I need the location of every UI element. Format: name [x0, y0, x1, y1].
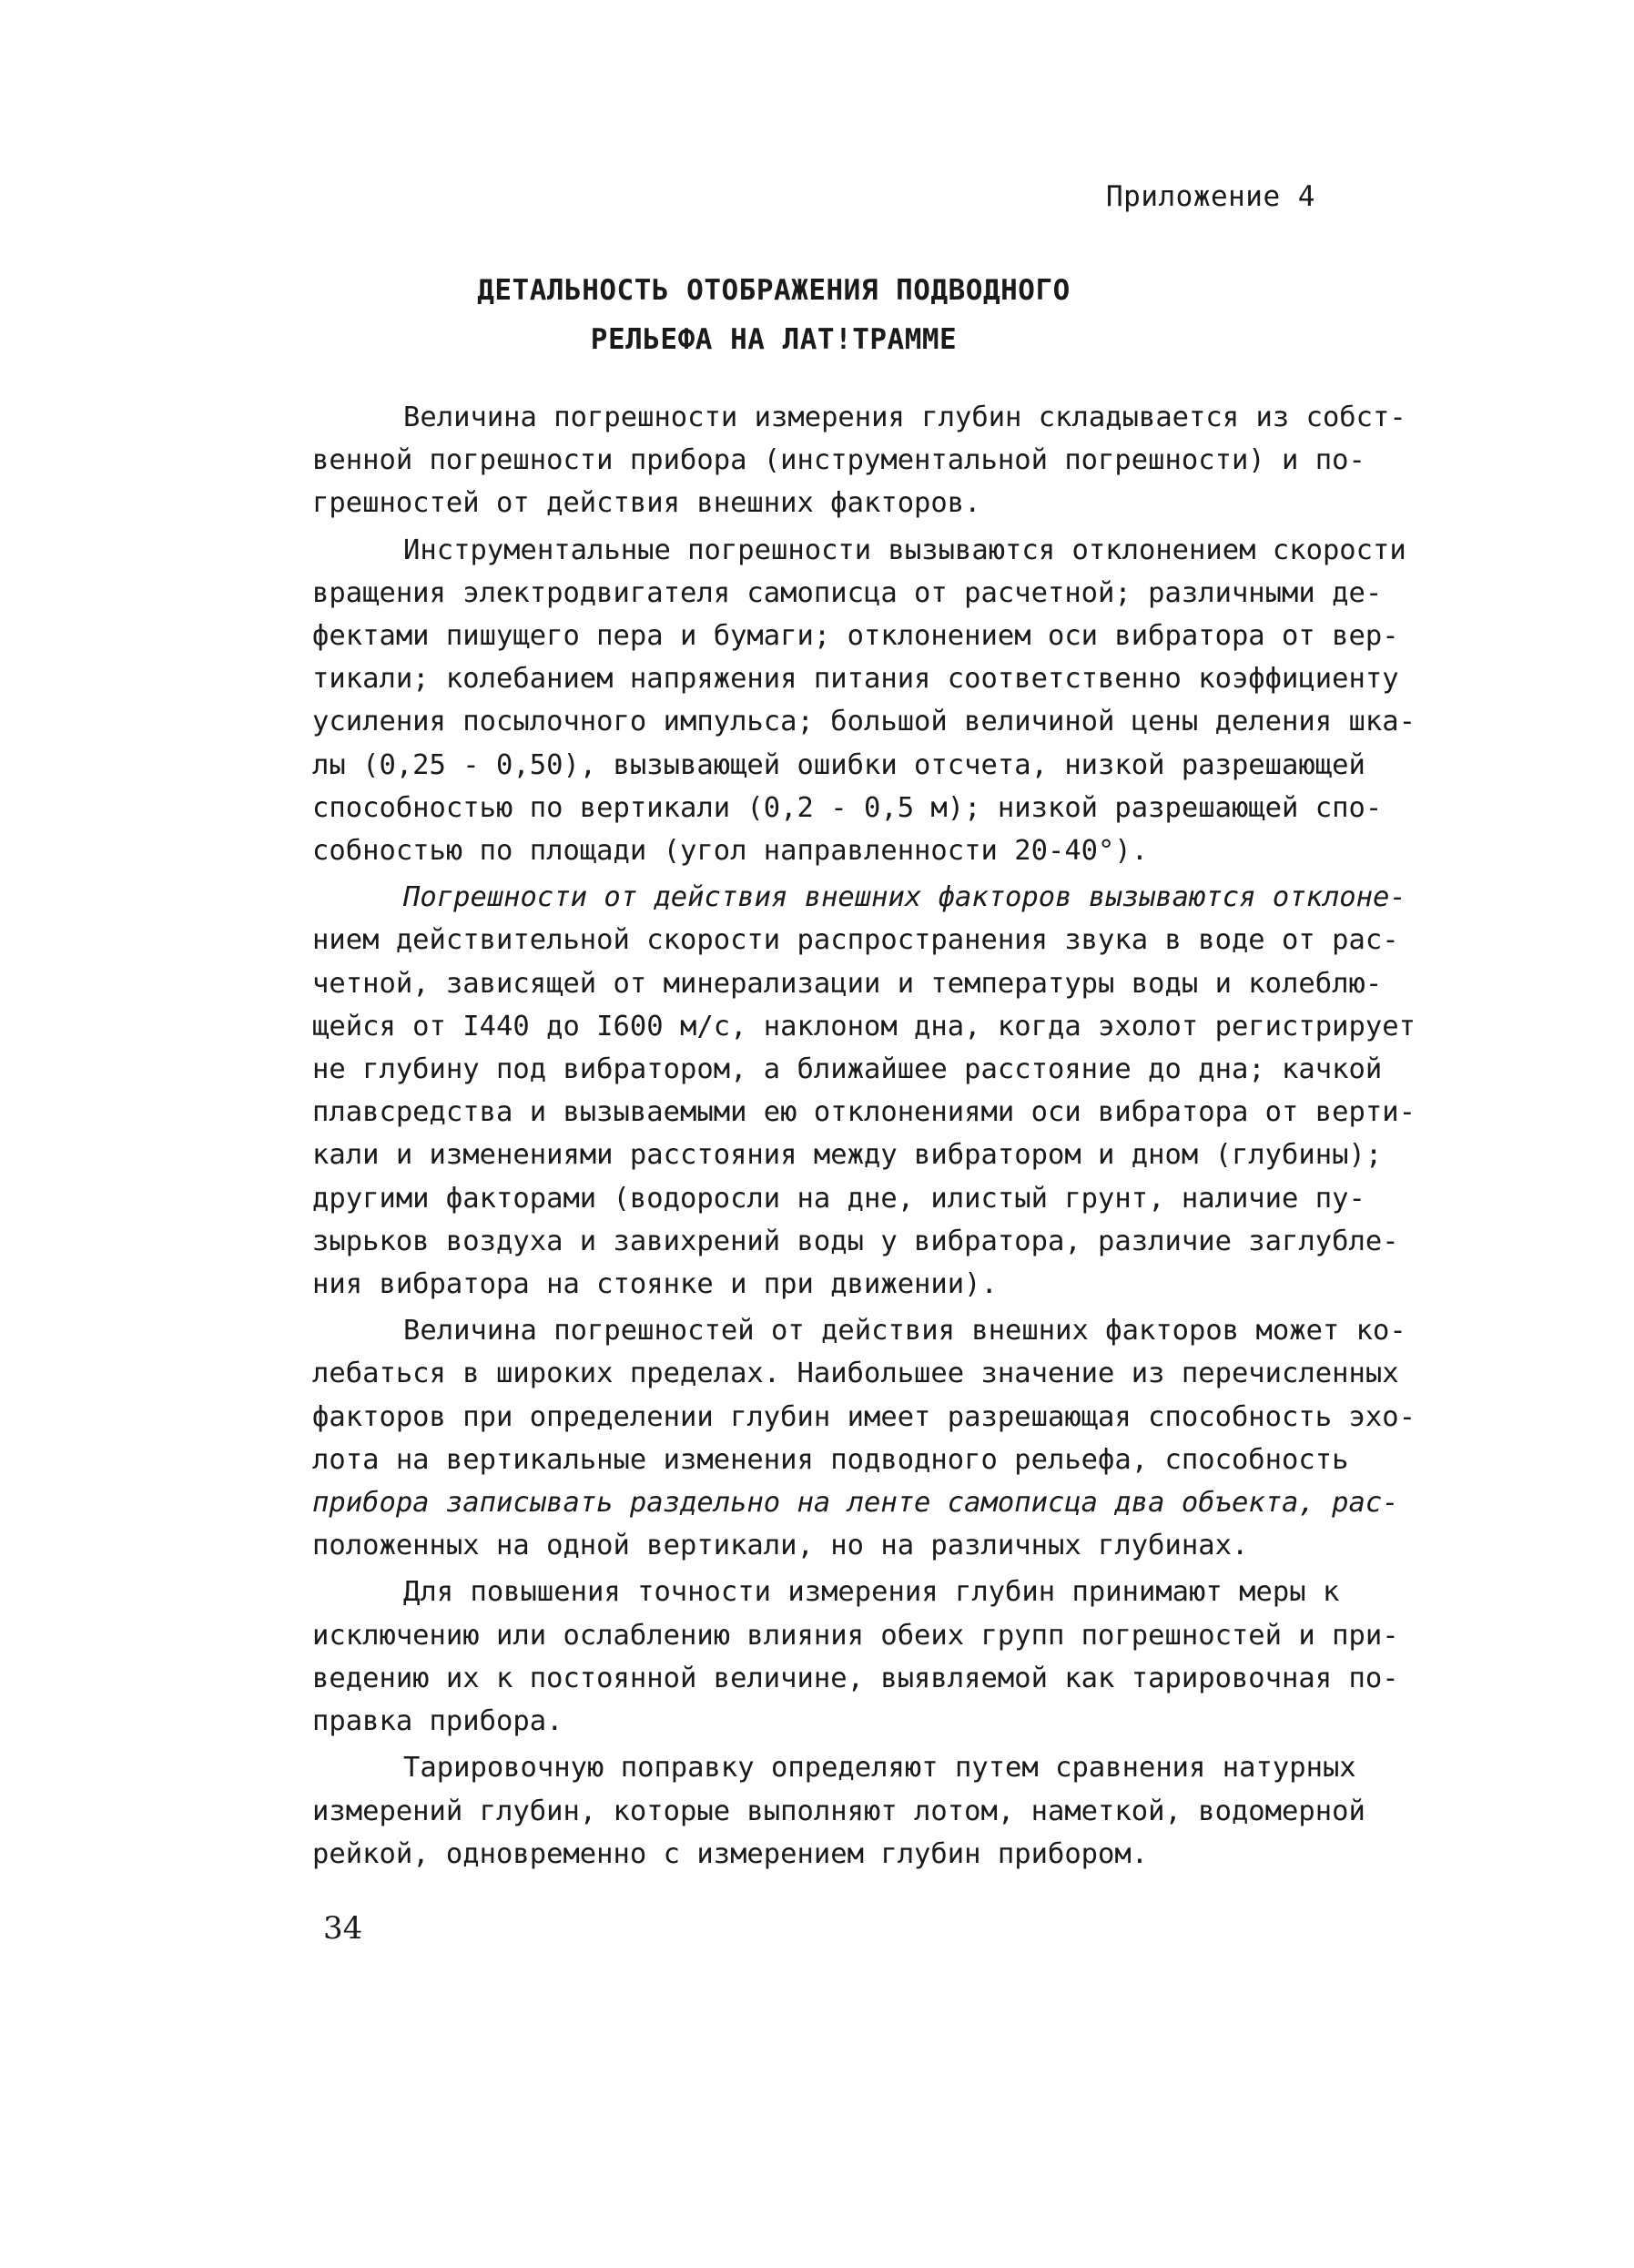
text-line: вращения электродвигателя самописца от расчетной; различными де- — [312, 576, 1383, 609]
text-line: измерений глубин, которые выполняют лотом, наметкой, водомерной — [312, 1795, 1365, 1827]
text-line: лы (0,25 - 0,50), вызывающей ошибки отсчета, низкой разрешающей — [312, 748, 1365, 781]
text-line: венной погрешности прибора (инструментальной погрешности) и по- — [312, 444, 1365, 477]
text-line: Погрешности от действия внешних факторов вызываются отклоне- — [403, 881, 1406, 914]
text-line: собностью по площади (угол направленности 20-40°). — [312, 835, 1149, 868]
text-line: положенных на одной вертикали, но на различных глубинах. — [312, 1530, 1249, 1562]
text-line: нием действительной скорости распространения звука в воде от рас- — [312, 924, 1399, 957]
text-line: лебаться в широких пределах. Наибольшее значение из перечисленных — [312, 1358, 1399, 1390]
document-title — [310, 266, 1238, 364]
text-line: Величина погрешности измерения глубин складывается из собст- — [403, 402, 1406, 433]
text-line: четной, зависящей от минерализации и температуры воды и колеблю- — [312, 967, 1383, 1000]
paragraph-1 — [312, 396, 1532, 525]
text-line: не глубину под вибратором, а ближайшее расстояние до дна; качкой — [312, 1053, 1383, 1086]
text-line: фектами пишущего пера и бумаги; отклонением оси вибратора от вер- — [312, 620, 1399, 653]
title-line-1: ДЕТАЛЬНОСТЬ ОТОБРАЖЕНИЯ ПОДВОДНОГО — [477, 274, 1071, 307]
text-line: способностью по вертикали (0,2 - 0,5 м); низкой разрешающей спо- — [312, 791, 1383, 824]
text-line: Величина погрешностей от действия внешних факторов может ко- — [403, 1315, 1406, 1348]
text-line: грешностей от действия внешних факторов. — [312, 487, 981, 520]
text-line: рейкой, одновременно с измерением глубин прибором. — [312, 1837, 1149, 1870]
text-line: кали и изменениями расстояния между вибратором и дном (глубины); — [312, 1139, 1383, 1172]
text-line: другими факторами (водоросли на дне, илистый грунт, наличие пу- — [312, 1182, 1365, 1215]
text-line: ния вибратора на стоянке и при движении). — [312, 1268, 998, 1301]
text-line: прибора записывать раздельно на ленте самописца два объекта, рас- — [312, 1487, 1399, 1520]
text-line: факторов при определении глубин имеет разрешающая способность эхо- — [312, 1400, 1416, 1433]
text-line: тикали; колебанием напряжения питания соответственно коэффициенту — [312, 663, 1399, 696]
appendix-label: Приложение 4 — [1106, 180, 1315, 213]
text-line: зырьков воздуха и завихрений воды у вибратора, различие заглубле- — [312, 1225, 1399, 1257]
title-line-2: РЕЛЬЕФА НА ЛАТ!ТРАММЕ — [590, 323, 958, 356]
paragraph-2 — [312, 529, 1532, 873]
paragraph-5 — [312, 1571, 1532, 1743]
text-line: щейся от I440 до I600 м/с, наклоном дна, когда эхолот регистрирует — [312, 1010, 1416, 1042]
text-line: Инструментальные погрешности вызываются отклонением скорости — [403, 534, 1406, 566]
text-line: Для повышения точности измерения глубин принимают меры к — [403, 1576, 1340, 1609]
text-line: правка прибора. — [312, 1705, 563, 1738]
text-line: ведению их к постоянной величине, выявляемой как тарировочная по- — [312, 1662, 1399, 1694]
paragraph-6 — [312, 1746, 1532, 1876]
text-line: усиления посылочного импульса; большой величиной цены деления шка- — [312, 706, 1416, 738]
text-line: Тарировочную поправку определяют путем сравнения натурных — [403, 1752, 1356, 1785]
page-number: 34 — [323, 1910, 363, 1947]
paragraph-4 — [312, 1309, 1532, 1567]
text-line: лота на вертикальные изменения подводного рельефа, способность — [312, 1443, 1349, 1476]
paragraph-3 — [312, 876, 1532, 1306]
text-line: плавсредства и вызываемыми ею отклонениями оси вибратора от верти- — [312, 1096, 1416, 1129]
body-text — [312, 396, 1532, 1879]
text-line: исключению или ослаблению влияния обеих групп погрешностей и при- — [312, 1619, 1399, 1652]
